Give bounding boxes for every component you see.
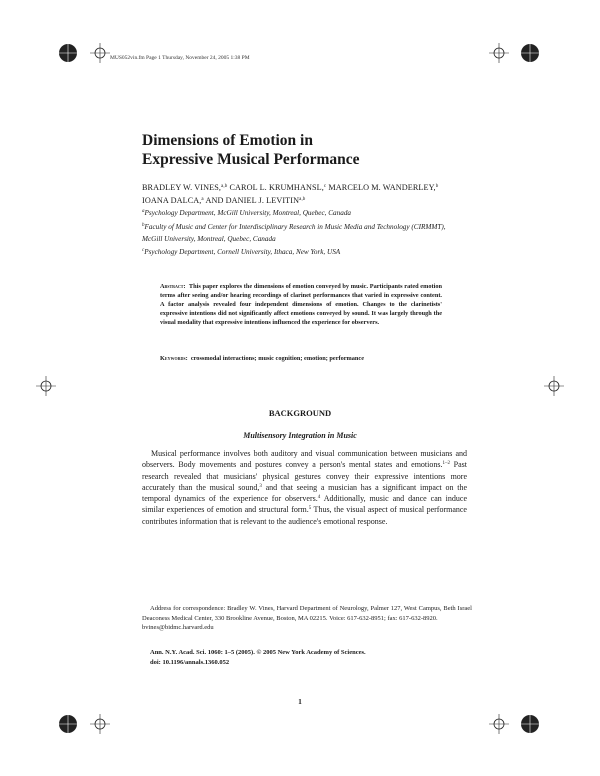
author-affiliation-mark: a,b	[221, 184, 228, 189]
affiliation-b	[142, 222, 462, 245]
affiliation-mark: a	[142, 209, 145, 214]
title-line-2: Expressive Musical Performance	[142, 151, 360, 168]
correspondence-text: Address for correspondence: Bradley W. Vines, Harvard Department of Neurology, Palmer 127, West Campus, Beth Israel Deaconess Medical Center, 330 Brookline Avenue, Boston, MA 02215. Voice: 617-632-8951; fax: 617-632-8920.	[142, 605, 472, 622]
abstract-text: This paper explores the dimensions of emotion conveyed by music. Participants rated emotion terms after seeing and/or hearing recordings of clarinet performances that varied in expressive content. A factor analysis revealed four independent dimensions of emotion. Changes to the clarinetists' expressive intentions did not significantly affect emotions conveyed by sound. It was largely through the visual modality that expressive intentions influenced the experience for observers.	[160, 283, 442, 327]
registration-mark-top-right	[520, 43, 540, 63]
citation-line: Ann. N.Y. Acad. Sci. 1060: 1–5 (2005). © 2005 New York Academy of Sciences.	[150, 649, 366, 656]
author-separator: AND	[203, 195, 226, 205]
affiliation-a	[142, 208, 462, 220]
crosshair-mark-right	[544, 376, 564, 396]
correspondence-note	[142, 604, 472, 633]
doi-line: doi: 10.1196/annals.1360.052	[150, 658, 230, 666]
title-line-1: Dimensions of Emotion in	[142, 132, 313, 149]
abstract	[160, 282, 442, 327]
author-list	[142, 182, 472, 207]
keywords	[160, 355, 450, 362]
affiliation-mark: b	[142, 223, 145, 228]
crosshair-mark-top-right	[489, 43, 509, 63]
body-sentence: Past research revealed that musicians' physical gestures convey their expressive intentions more accurately than the musical sound,	[142, 460, 467, 492]
body-sentence: Additionally, music and dance can induce similar experiences of emotion and structural form.	[142, 494, 468, 515]
slug-line: MUS052vin.fm Page 1 Thursday, November 24, 2005 1:38 PM	[110, 55, 250, 61]
reference-mark: 1–2	[442, 461, 450, 467]
body-sentence: Musical performance involves both auditory and visual communication between musicians and observers. Body movements and postures convey a person's mental states and emotions.	[142, 449, 467, 470]
journal-citation	[150, 648, 460, 667]
reference-mark: 4	[317, 495, 321, 501]
reference-mark: 5	[308, 506, 312, 512]
author-affiliation-mark: a,b	[299, 196, 306, 202]
author-affiliation-mark: b	[435, 184, 439, 189]
keywords-text: crossmodal interactions; music cognition; emotion; performance	[190, 355, 365, 362]
affiliation-text: Psychology Department, Cornell University, Ithaca, New York, USA	[144, 248, 341, 256]
section-heading: BACKGROUND	[268, 408, 332, 418]
paper-title	[142, 131, 360, 169]
author-name: CAROL L. KRUMHANSL,	[229, 183, 324, 192]
author-name: DANIEL J. LEVITIN	[225, 195, 300, 205]
registration-mark-bottom-right	[520, 714, 540, 734]
subsection-heading: Multisensory Integration in Music	[243, 431, 357, 440]
page-number: 1	[298, 697, 302, 706]
author-name: MARCELO M. WANDERLEY,	[328, 183, 436, 192]
author-affiliation-mark: c	[323, 184, 327, 189]
affiliation-text: Psychology Department, McGill University, Montreal, Quebec, Canada	[144, 209, 352, 217]
body-paragraph	[142, 448, 467, 527]
keywords-label: Keywords:	[160, 355, 188, 362]
affiliation-c	[142, 247, 462, 259]
author-name: IOANA DALCA,	[142, 195, 202, 205]
correspondence-email: bvines@bidmc.harvard.edu	[142, 624, 214, 632]
crosshair-mark-left	[36, 376, 56, 396]
crosshair-mark-bottom-left	[90, 714, 110, 734]
author-name: BRADLEY W. VINES,	[142, 183, 222, 192]
author-affiliation-mark: a	[201, 196, 204, 202]
body-sentence: Thus, the visual aspect of musical performance contributes information that is relevant to the audience's emotional response.	[142, 505, 467, 526]
registration-mark-bottom-left	[58, 714, 78, 734]
affiliation-text: Faculty of Music and Center for Interdisciplinary Research in Music Media and Technology (CIRMMT), McGill University, Montreal, Quebec, Canada	[142, 223, 446, 243]
crosshair-mark-top-left	[90, 43, 110, 63]
registration-mark-top-left	[58, 43, 78, 63]
crosshair-mark-bottom-right	[489, 714, 509, 734]
abstract-label: Abstract:	[160, 283, 186, 290]
body-sentence: and that seeing a musician has a significant impact on the temporal dynamics of the experience for observers.	[142, 482, 468, 504]
affiliation-mark: c	[142, 248, 145, 253]
reference-mark: 3	[259, 483, 262, 489]
